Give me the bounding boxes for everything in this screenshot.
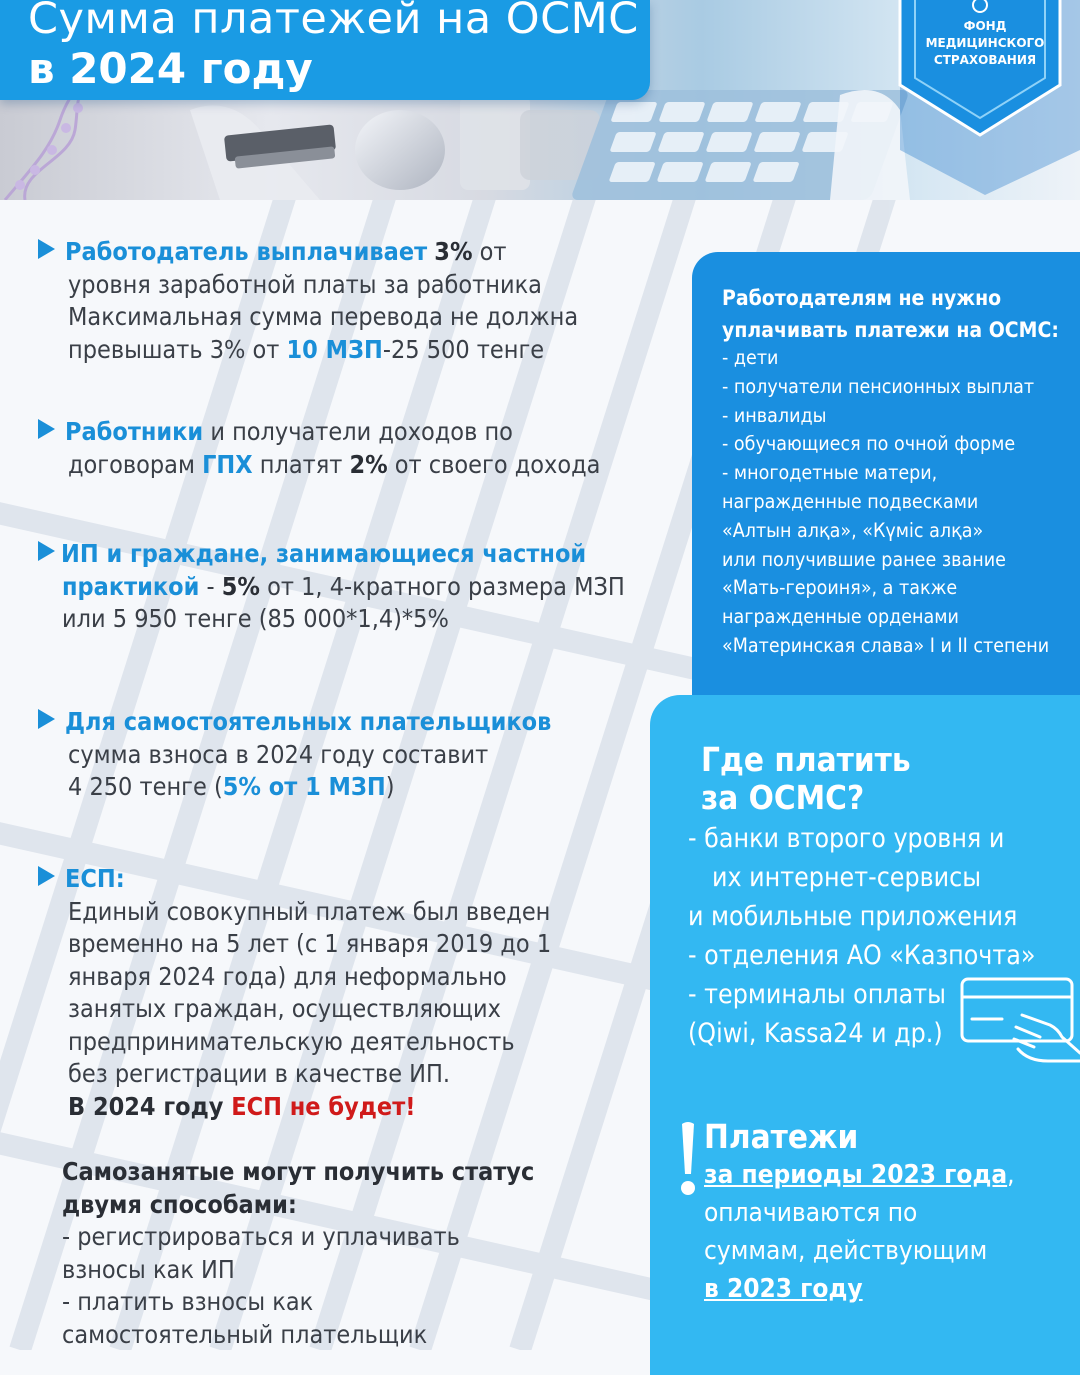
page-title-line1: Сумма платежей на ОСМС bbox=[28, 0, 639, 44]
where-line4: - отделения АО «Казпочта» bbox=[688, 940, 1036, 971]
exempt-line5: - многодетные матери, bbox=[722, 461, 938, 485]
ip-line3: или 5 950 тенге (85 000*1,4)*5% bbox=[62, 604, 449, 633]
where-title bbox=[701, 741, 911, 817]
where-line3: и мобильные приложения bbox=[688, 901, 1018, 932]
fund-name-line2: МЕДИЦИНСКОГО bbox=[925, 36, 1045, 50]
exempt-line2: - получатели пенсионных выплат bbox=[722, 374, 1035, 398]
bullet-triangle-icon bbox=[38, 239, 55, 259]
note-periods-link[interactable]: за периоды 2023 года bbox=[704, 1160, 1008, 1190]
exempt-line3: - инвалиды bbox=[722, 403, 827, 427]
esp-line4: занятых граждан, осуществляющих bbox=[68, 994, 501, 1023]
selfemployed-line3: - платить взносы как bbox=[62, 1287, 314, 1316]
employer-percent: 3% bbox=[434, 237, 473, 266]
where-line1: - банки второго уровня и bbox=[688, 823, 1005, 854]
workers-l2-a: договорам bbox=[68, 449, 203, 479]
selfemployed-line1: - регистрироваться и уплачивать bbox=[62, 1222, 460, 1251]
esp-line3: января 2024 года) для неформально bbox=[68, 961, 507, 991]
esp-line2: временно на 5 лет (с 1 января 2019 до 1 bbox=[68, 929, 552, 958]
exempt-panel bbox=[692, 252, 1080, 712]
employer-l4-c: -25 500 тенге bbox=[382, 334, 545, 364]
payments-note bbox=[704, 1118, 1015, 1308]
esp-line5: предпринимательскую деятельность bbox=[68, 1026, 515, 1056]
self-l3-mzp: 5% от 1 МЗП bbox=[222, 772, 386, 801]
bullet-triangle-icon bbox=[38, 419, 55, 439]
esp-line1: Единый совокупный платеж был введен bbox=[68, 896, 551, 926]
credit-card-hand-icon bbox=[958, 975, 1080, 1065]
esp-final-b: ЕСП не будет! bbox=[231, 1091, 416, 1121]
bullet-triangle-icon bbox=[38, 541, 55, 561]
ip-item bbox=[38, 538, 625, 636]
employer-line3: Максимальная сумма перевода не должна bbox=[68, 302, 579, 331]
bullet-triangle-icon bbox=[38, 709, 55, 729]
workers-l1-rest: и получатели доходов по bbox=[203, 417, 513, 446]
ip-dash: - bbox=[199, 571, 222, 601]
exempt-list bbox=[722, 344, 1049, 661]
where-line2: их интернет-сервисы bbox=[712, 862, 982, 893]
fund-name-line1: ФОНД bbox=[963, 19, 1007, 33]
ip-percent: 5% bbox=[221, 571, 260, 601]
employer-l1-rest: от bbox=[472, 237, 507, 266]
note-year-link[interactable]: в 2023 году bbox=[704, 1274, 863, 1304]
employer-line2: уровня заработной платы за работника bbox=[68, 269, 542, 299]
fund-name-line3: СТРАХОВАНИЯ bbox=[933, 53, 1037, 67]
selfemployed-title-l2: двумя способами: bbox=[62, 1189, 297, 1219]
self-line2: сумма взноса в 2024 году составит bbox=[68, 739, 489, 769]
exempt-line11: «Материнская слава» I и II степени bbox=[722, 633, 1050, 657]
exempt-title bbox=[722, 282, 1059, 346]
exempt-title-l2: уплачивать платежи на ОСМС: bbox=[722, 318, 1059, 342]
exempt-line4: - обучающиеся по очной форме bbox=[722, 432, 1016, 456]
exempt-line6: награжденные подвесками bbox=[722, 489, 979, 513]
where-line6: (Qiwi, Kassa24 и др.) bbox=[688, 1018, 943, 1049]
note-title: Платежи bbox=[704, 1117, 859, 1156]
workers-lead: Работники bbox=[65, 417, 204, 446]
esp-lead: ЕСП: bbox=[65, 864, 125, 893]
note-l1-rest: , bbox=[1007, 1160, 1015, 1190]
note-line3: суммам, действующим bbox=[704, 1236, 988, 1266]
fund-name bbox=[905, 18, 1065, 69]
workers-percent: 2% bbox=[349, 449, 388, 479]
esp-item bbox=[38, 863, 551, 1123]
workers-l2-c: платят bbox=[252, 449, 350, 479]
title-box bbox=[0, 0, 650, 100]
exempt-title-l1: Работодателям не нужно bbox=[722, 286, 1002, 310]
exclamation-icon bbox=[679, 1120, 697, 1198]
exempt-line8: или получившие ранее звание bbox=[722, 547, 1006, 571]
self-l3-a: 4 250 тенге ( bbox=[68, 772, 223, 801]
employer-lead: Работодатель выплачивает bbox=[65, 237, 428, 266]
bullet-triangle-icon bbox=[38, 866, 55, 886]
self-l3-c: ) bbox=[385, 772, 395, 801]
exempt-line10: награжденные орденами bbox=[722, 605, 959, 629]
workers-gph: ГПХ bbox=[202, 449, 253, 479]
esp-line6: без регистрации в качестве ИП. bbox=[68, 1059, 451, 1088]
employer-item bbox=[38, 236, 578, 366]
workers-l2-e: от своего дохода bbox=[387, 449, 601, 479]
where-title-l2: за ОСМС? bbox=[701, 778, 865, 817]
selfemployed-line4: самостоятельный плательщик bbox=[62, 1319, 428, 1349]
workers-item bbox=[38, 416, 600, 481]
where-title-l1: Где платить bbox=[701, 740, 911, 779]
ip-lead: ИП и граждане, занимающиеся частной bbox=[61, 539, 587, 568]
header-banner bbox=[0, 0, 1080, 200]
exempt-line7: «Алтын алқа», «Күміс алқа» bbox=[722, 518, 984, 542]
employer-l4-mzp: 10 МЗП bbox=[286, 334, 383, 364]
where-line5: - терминалы оплаты bbox=[688, 979, 946, 1010]
page-title-line2: в 2024 году bbox=[28, 44, 313, 93]
where-panel bbox=[650, 695, 1080, 1375]
selfemployed-title-l1: Самозанятые могут получить статус bbox=[62, 1157, 535, 1186]
self-lead: Для самостоятельных плательщиков bbox=[65, 707, 552, 736]
self-payers-item bbox=[38, 706, 551, 804]
selfemployed-item bbox=[62, 1156, 534, 1351]
ip-l2-d: от 1, 4-кратного размера МЗП bbox=[259, 571, 625, 601]
note-line2: оплачиваются по bbox=[704, 1198, 918, 1228]
exempt-line9: «Мать-героиня», а также bbox=[722, 576, 958, 600]
ip-practice: практикой bbox=[62, 571, 200, 601]
esp-final-a: В 2024 году bbox=[68, 1091, 232, 1121]
employer-l4-a: превышать 3% от bbox=[68, 334, 287, 364]
selfemployed-line2: взносы как ИП bbox=[62, 1254, 235, 1284]
exempt-line1: - дети bbox=[722, 346, 779, 369]
